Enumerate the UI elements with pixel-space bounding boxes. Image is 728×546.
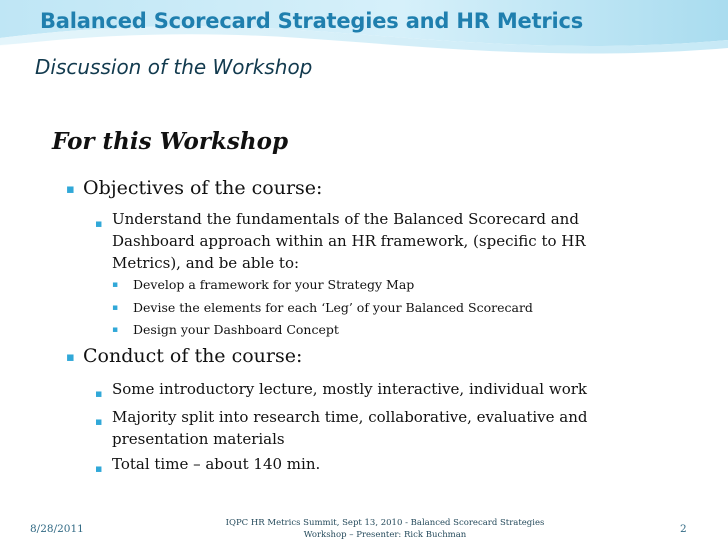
conduct-item-text: Total time – about 140 min. [112, 455, 321, 473]
footer-caption [200, 517, 570, 541]
footer-line-1: IQPC HR Metrics Summit, Sept 13, 2010 - Balanced Scorecard Strategies [225, 518, 545, 528]
conduct-item [95, 453, 600, 475]
bullet-icon: ▪ [95, 217, 103, 230]
objectives-main-item [95, 208, 600, 274]
objectives-bullet [66, 177, 322, 199]
conduct-item-text: Majority split into research time, collaborative, evaluative and presentation materials [112, 408, 588, 448]
bullet-icon: ▪ [66, 350, 75, 365]
bullet-icon: ▪ [95, 415, 103, 428]
page-number: 2 [680, 523, 687, 535]
slide-subtitle: Discussion of the Workshop [35, 55, 313, 79]
conduct-label: Conduct of the course: [83, 345, 303, 367]
bullet-icon: ▪ [95, 387, 103, 400]
bullet-icon: ▪ [112, 325, 119, 335]
section-heading: For this Workshop [52, 128, 289, 155]
conduct-item [95, 406, 600, 450]
slide-title: Balanced Scorecard Strategies and HR Metrics [40, 9, 584, 33]
footer-date: 8/28/2011 [30, 523, 84, 535]
objectives-label: Objectives of the course: [83, 177, 323, 199]
bullet-icon: ▪ [66, 182, 75, 197]
bullet-icon: ▪ [112, 303, 119, 313]
footer-line-2: Workshop – Presenter: Rick Buchman [303, 530, 467, 540]
objectives-main-text: Understand the fundamentals of the Balanced Scorecard and Dashboard approach within an HR framework, (specific to HR Metrics), and be able to: [112, 210, 586, 272]
objectives-sub-item [112, 322, 339, 337]
conduct-bullet [66, 345, 302, 367]
objectives-sub-item [112, 300, 533, 315]
conduct-item-text: Some introductory lecture, mostly interactive, individual work [112, 380, 587, 398]
bullet-icon: ▪ [95, 462, 103, 475]
sub-item-text: Design your Dashboard Concept [133, 322, 339, 337]
bullet-icon: ▪ [112, 280, 119, 290]
sub-item-text: Devise the elements for each ‘Leg’ of your Balanced Scorecard [133, 300, 533, 315]
conduct-item [95, 378, 600, 400]
sub-item-text: Develop a framework for your Strategy Map [133, 277, 415, 292]
objectives-sub-item [112, 277, 414, 292]
